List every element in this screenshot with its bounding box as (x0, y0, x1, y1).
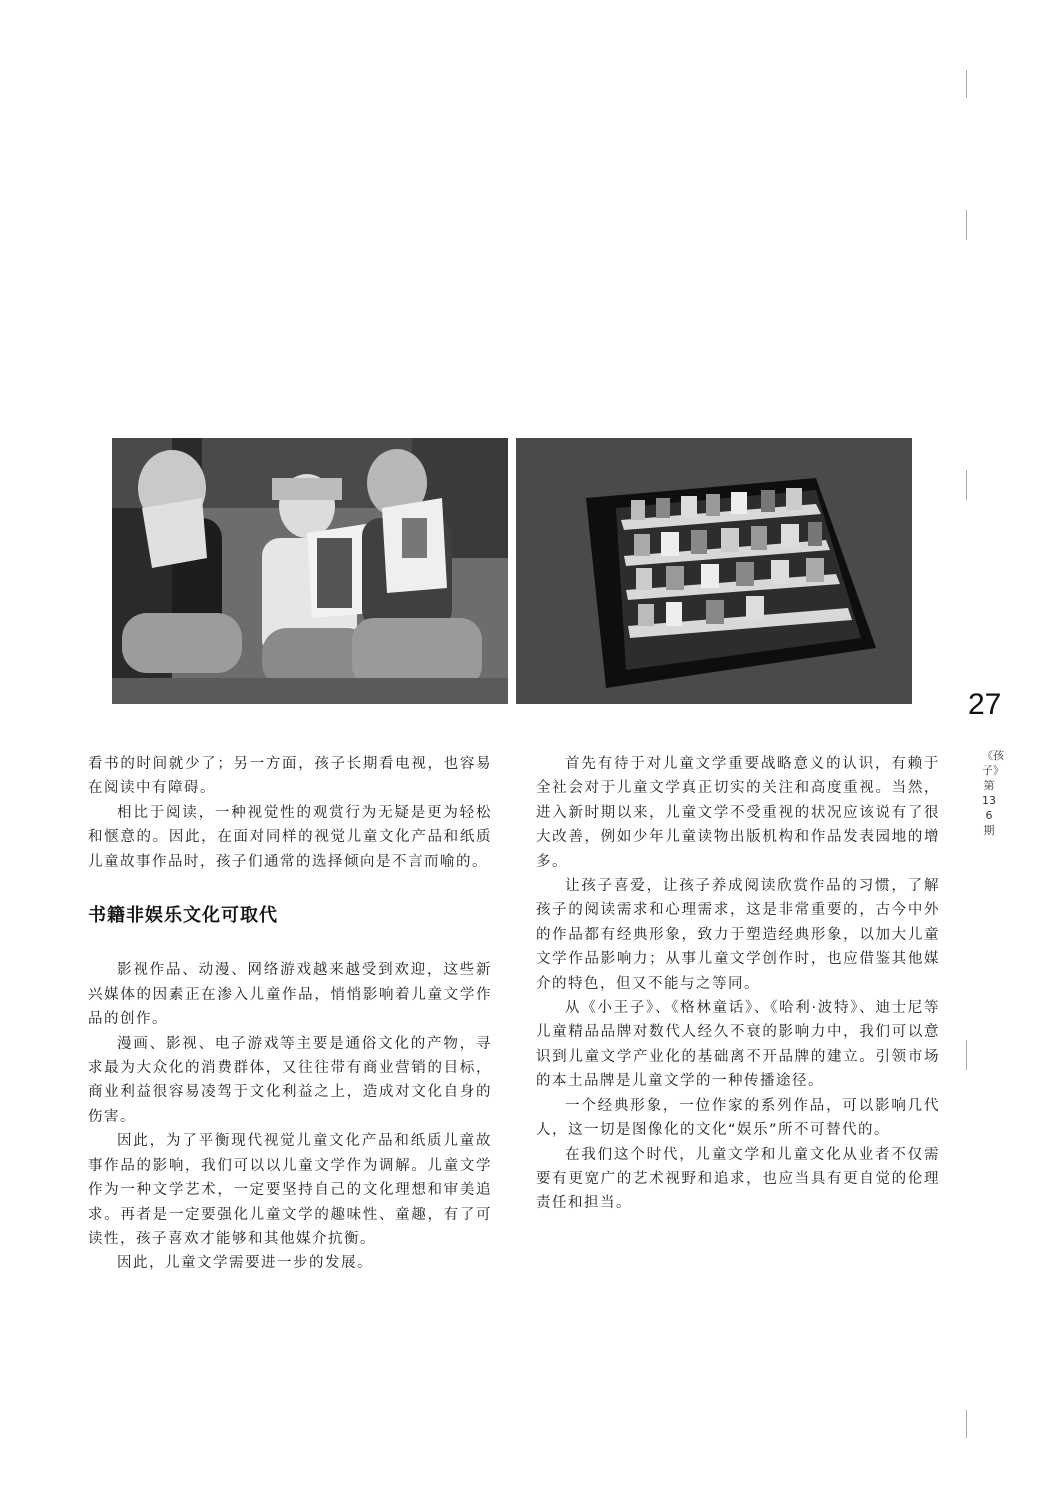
margin-mark (966, 210, 967, 240)
paragraph: 相比于阅读，一种视觉性的观赏行为无疑是更为轻松和惬意的。因此，在面对同样的视觉儿童文化产品和纸质儿童故事作品时，孩子们通常的选择倾向是不言而喻的。 (88, 804, 492, 870)
section-heading: 书籍非娱乐文化可取代 (88, 905, 278, 927)
paragraph: 看书的时间就少了；另一方面，孩子长期看电视，也容易在阅读中有障碍。 (88, 756, 492, 797)
left-column (88, 752, 492, 1276)
right-column (536, 752, 940, 1216)
margin-mark (966, 470, 967, 500)
paragraph: 因此，儿童文学需要进一步的发展。 (117, 1255, 373, 1272)
paragraph: 影视作品、动漫、网络游戏越来越受到欢迎，这些新兴媒体的因素正在渗入儿童作品，悄悄影响着儿童文学作品的创作。 (88, 962, 492, 1028)
paragraph: 漫画、影视、电子游戏等主要是通俗文化的产物，寻求最为大众化的消费群体，又往往带有商业营销的目标，商业利益很容易凌驾于文化利益之上，造成对文化自身的伤害。 (88, 1035, 492, 1125)
paragraph: 在我们这个时代，儿童文学和儿童文化从业者不仅需要有更宽广的艺术视野和追求，也应当具有更自觉的伦理责任和担当。 (536, 1146, 940, 1212)
margin-mark (966, 70, 967, 98)
page-number: 27 (968, 688, 1002, 721)
paragraph: 一个经典形象，一位作家的系列作品，可以影响几代人，这一切是图像化的文化“娱乐”所不可替代的。 (536, 1097, 940, 1139)
paragraph: 从《小王子》、《格林童话》、《哈利·波特》、迪士尼等儿童精品品牌对数代人经久不衰的影响力中，我们可以意识到儿童文学产业化的基础离不开品牌的建立。引领市场的本土品牌是儿童文学的一种传播途径。 (536, 1000, 940, 1090)
margin-mark (966, 1410, 967, 1438)
paragraph: 因此，为了平衡现代视觉儿童文化产品和纸质儿童故事作品的影响，我们可以以儿童文学作为调解。儿童文学作为一种文学艺术，一定要坚持自己的文化理想和审美追求。再者是一定要强化儿童文学的趣味性、童趣，有了可读性，孩子喜欢才能够和其他媒介抗衡。 (88, 1133, 492, 1247)
paragraph: 让孩子喜爱，让孩子养成阅读欣赏作品的习惯，了解孩子的阅读需求和心理需求，这是非常重要的，古今中外的作品都有经典形象，致力于塑造经典形象，以加大儿童文学作品影响力；从事儿童文学创作时，也应借鉴其他媒介的特色，但又不能与之等同。 (536, 878, 940, 992)
children-reading-photo (112, 438, 508, 704)
ebook-shelf-tablet-photo (516, 438, 912, 704)
margin-mark (966, 1040, 967, 1070)
paragraph: 首先有待于对儿童文学重要战略意义的认识，有赖于全社会对于儿童文学真正切实的关注和高度重视。当然，进入新时期以来，儿童文学不受重视的状况应该说有了很大改善，例如少年儿童读物出版机构和作品发表园地的增多。 (536, 756, 940, 870)
running-head: 《孩子》第136期 (982, 749, 1004, 837)
